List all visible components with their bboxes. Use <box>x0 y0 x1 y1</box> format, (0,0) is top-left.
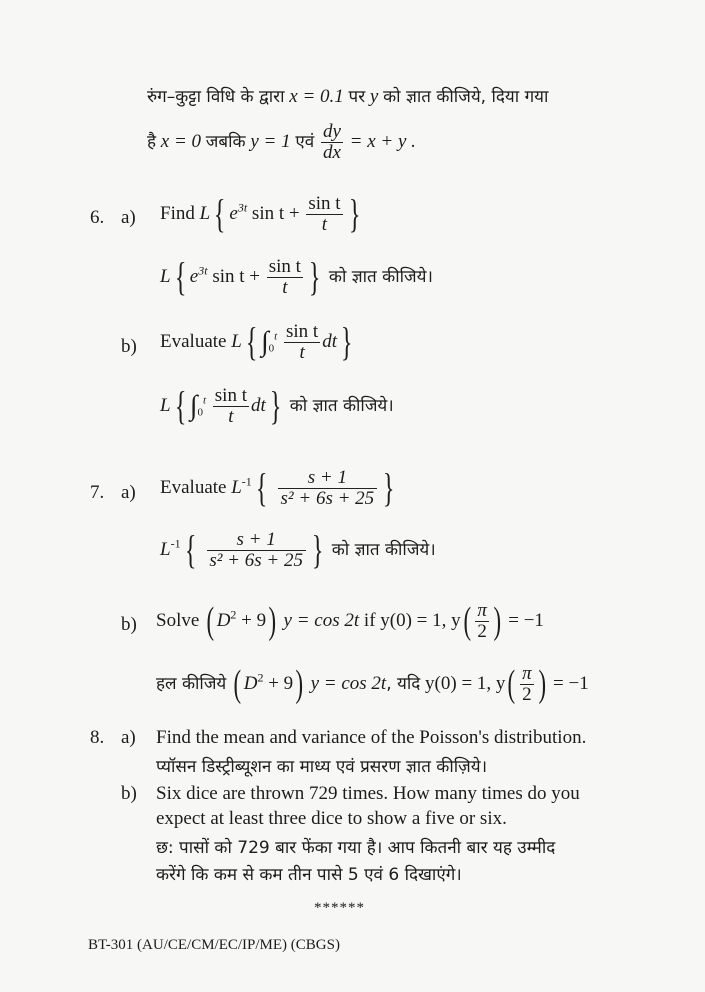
expr: + 9 <box>241 609 267 631</box>
intro-hindi-text: एवं <box>295 131 315 152</box>
right-brace: } <box>348 191 360 237</box>
expr: sin t + <box>251 202 300 224</box>
q8b-hindi-line-2: करेंगे कि कम से कम तीन पासे 5 एवं 6 दिखाएंगे। <box>156 865 462 885</box>
part-label: b) <box>121 614 137 635</box>
fraction-numerator: dy <box>322 121 341 142</box>
q7a-english <box>160 465 398 511</box>
inverse-laplace-operator: L <box>231 476 242 498</box>
differential-operator: D <box>216 609 231 631</box>
question-number: 7. <box>90 482 105 503</box>
q7b-hindi <box>156 664 589 705</box>
q8a-hindi: प्यॉसन डिस्ट्रीब्यूशन का माध्य एवं प्रसरण ज्ञात कीज़िये। <box>156 757 488 777</box>
q6b-english <box>160 319 356 365</box>
right-brace: } <box>311 527 324 573</box>
fraction-denominator: 2 <box>522 683 532 705</box>
laplace-operator: L <box>160 265 171 287</box>
fraction-denominator: t <box>282 276 288 298</box>
hindi-condition-word: , यदि <box>386 673 421 694</box>
sin-over-t-fraction <box>213 386 249 427</box>
left-brace: { <box>174 254 186 300</box>
hindi-instruction: को ज्ञात कीजिये। <box>289 395 394 416</box>
fraction-numerator: s + 1 <box>207 530 306 551</box>
right-paren: ) <box>268 600 277 643</box>
left-brace: { <box>245 319 258 365</box>
hindi-instruction: को ज्ञात कीजिये। <box>331 539 436 560</box>
intro-hindi-text: है <box>147 131 157 152</box>
differential: dt <box>322 330 337 352</box>
part-label: a) <box>121 207 136 228</box>
sin-over-t-fraction <box>267 257 303 298</box>
hindi-instruction: हल कीजिये <box>156 673 227 694</box>
pi-over-two-fraction <box>475 601 489 642</box>
right-brace: } <box>308 254 321 300</box>
fraction-numerator: sin t <box>268 256 301 277</box>
differential-operator: D <box>243 672 258 694</box>
fraction-denominator: s² + 6s + 25 <box>209 549 303 571</box>
equation-rhs: y = cos 2t <box>310 672 387 694</box>
inverse-exponent: -1 <box>170 536 181 551</box>
end-of-paper-marker: ****** <box>314 900 365 916</box>
laplace-operator: L <box>199 202 211 224</box>
exponent: 2 <box>230 607 237 622</box>
part-label: b) <box>121 783 137 804</box>
fraction-numerator: π <box>477 600 487 621</box>
inverse-laplace-operator: L <box>160 538 171 560</box>
fraction-numerator: π <box>522 663 532 684</box>
right-brace: } <box>340 319 353 365</box>
part-label: a) <box>121 727 136 748</box>
rational-fraction <box>207 530 306 571</box>
intro-hindi-text: जबकि <box>205 131 246 152</box>
expr: sin t + <box>212 265 260 287</box>
integral-sign: ∫ <box>189 390 198 422</box>
right-paren: ) <box>493 600 501 643</box>
fraction-numerator: s + 1 <box>278 468 377 489</box>
q8b-hindi-line-1: छ: पासों को 729 बार फेंका गया है। आप कितनी बार यह उम्मीद <box>156 838 556 858</box>
intro-hindi-text: को ज्ञात कीजिये, दिया गया <box>383 87 549 107</box>
q8a-english: Find the mean and variance of the Poisson's distribution. <box>156 727 587 748</box>
laplace-operator: L <box>231 330 242 352</box>
boundary-value: = −1 <box>553 672 589 694</box>
left-brace: { <box>214 191 226 237</box>
intro-math: x = 0.1 <box>289 86 344 107</box>
boundary-value: = −1 <box>508 609 544 631</box>
exponent: 2 <box>257 670 264 685</box>
instruction-word: Evaluate <box>160 476 227 498</box>
q7b-english <box>156 601 544 642</box>
initial-condition: y(0) = 1, y <box>425 672 506 694</box>
intro-math: x = 0 <box>160 130 202 152</box>
expr: e <box>229 202 238 224</box>
right-paren: ) <box>295 663 304 706</box>
initial-condition: y(0) = 1, y <box>380 609 461 631</box>
fraction-denominator: s² + 6s + 25 <box>280 487 375 509</box>
sin-over-t-fraction <box>306 194 342 235</box>
q8b-english-line-2: expect at least three dice to show a five or six. <box>156 808 507 829</box>
part-label: b) <box>121 336 137 357</box>
exponent: 3t <box>198 263 208 278</box>
instruction-word: Find <box>160 202 195 224</box>
q7a-hindi <box>160 527 436 573</box>
paper-code-footer: BT-301 (AU/CE/CM/EC/IP/ME) (CBGS) <box>88 937 340 953</box>
fraction-denominator: dx <box>322 141 341 163</box>
fraction-denominator: t <box>228 405 234 427</box>
left-paren: ( <box>463 600 471 643</box>
part-label: a) <box>121 482 136 503</box>
left-brace: { <box>174 383 186 429</box>
left-paren: ( <box>507 663 516 706</box>
left-paren: ( <box>233 663 242 706</box>
question-number: 8. <box>90 727 105 748</box>
intro-hindi-text: रुंग–कुट्टा विधि के द्वारा <box>147 87 285 107</box>
rational-fraction <box>278 468 377 509</box>
derivative-fraction <box>321 122 343 163</box>
right-brace: } <box>382 465 395 511</box>
q6b-hindi <box>160 383 394 429</box>
q6a-hindi <box>160 254 433 300</box>
integral-sign: ∫ <box>261 326 269 358</box>
laplace-operator: L <box>160 394 171 416</box>
expr: + 9 <box>268 672 294 694</box>
integral-upper-limit: t <box>202 394 207 407</box>
fraction-numerator: sin t <box>308 193 341 214</box>
right-paren: ) <box>538 663 546 706</box>
intro-math: y = 1 <box>250 130 291 152</box>
inverse-exponent: -1 <box>241 474 252 489</box>
fraction-denominator: t <box>321 213 328 235</box>
intro-line-1 <box>147 84 548 108</box>
integral-upper-limit: t <box>274 330 278 343</box>
condition-word: if <box>363 609 376 631</box>
integral-lower-limit: 0 <box>268 342 275 355</box>
fraction-numerator: sin t <box>214 385 247 406</box>
exponent: 3t <box>237 200 248 215</box>
question-number: 6. <box>90 207 105 228</box>
integral-lower-limit: 0 <box>197 406 203 419</box>
left-brace: { <box>184 527 196 573</box>
intro-math: = x + y . <box>349 130 416 152</box>
right-brace: } <box>269 383 282 429</box>
intro-variable: y <box>369 86 379 107</box>
instruction-word: Solve <box>156 609 200 631</box>
differential: dt <box>250 394 266 416</box>
instruction-word: Evaluate <box>160 330 227 352</box>
q6a-english <box>160 191 364 237</box>
equation-rhs: y = cos 2t <box>283 609 360 631</box>
hindi-instruction: को ज्ञात कीजिये। <box>328 266 433 287</box>
fraction-denominator: 2 <box>477 620 487 642</box>
left-paren: ( <box>206 600 215 643</box>
expr: e <box>189 265 199 287</box>
intro-hindi-text: पर <box>348 87 366 107</box>
sin-over-t-fraction <box>284 322 320 363</box>
left-brace: { <box>255 465 268 511</box>
intro-line-2 <box>147 122 416 163</box>
pi-over-two-fraction <box>520 664 534 705</box>
fraction-numerator: sin t <box>285 321 319 342</box>
fraction-denominator: t <box>299 341 305 363</box>
q8b-english-line-1: Six dice are thrown 729 times. How many times do you <box>156 783 580 804</box>
